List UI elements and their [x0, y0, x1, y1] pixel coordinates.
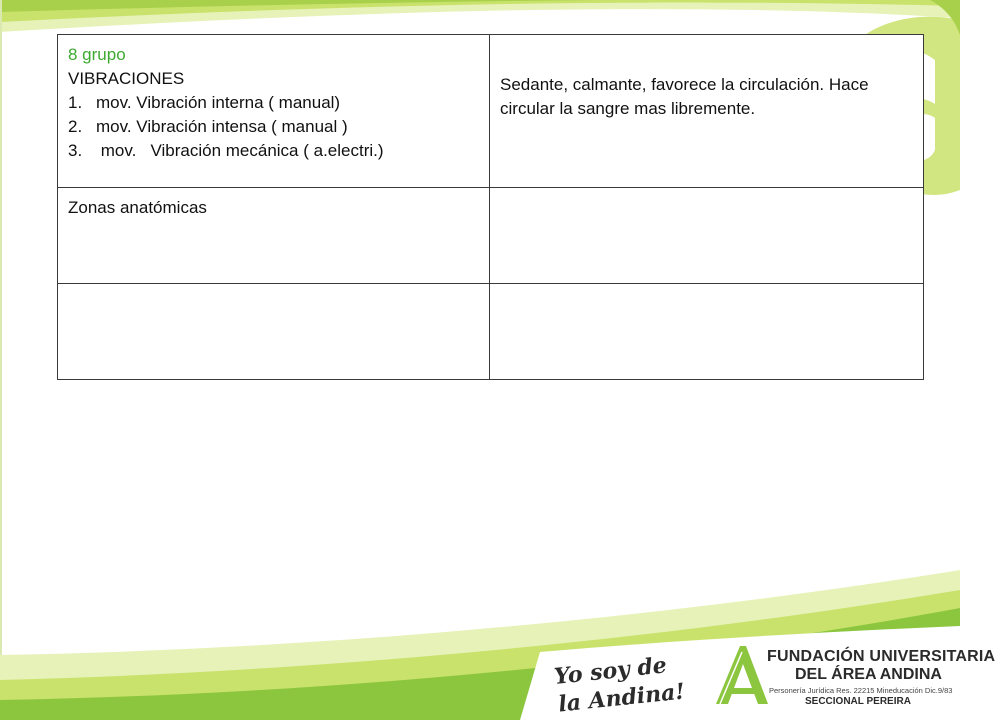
- table-cell-empty-left: [58, 284, 490, 380]
- list-number: 3.: [68, 141, 83, 160]
- motto-line1: Yo soy de: [552, 652, 668, 690]
- table-row: [58, 35, 924, 188]
- group-label: 8 grupo: [68, 45, 126, 64]
- andina-a-logo-icon: [712, 640, 770, 706]
- list-item: [68, 91, 479, 115]
- left-edge-line: [0, 0, 2, 720]
- list-text: mov. Vibración intensa ( manual ): [96, 117, 348, 136]
- list-item: [68, 115, 479, 139]
- section-title: VIBRACIONES: [68, 69, 185, 88]
- table-row: [58, 188, 924, 284]
- movement-list: [68, 91, 479, 163]
- logo-line3: Personería Jurídica Res. 22215 Mineducación Dic.9/83: [769, 686, 953, 695]
- motto-line2: la Andina!: [557, 678, 687, 718]
- list-number: 2.: [68, 117, 83, 136]
- motto-logo: [552, 652, 702, 718]
- list-number: 1.: [68, 93, 83, 112]
- content-table: [57, 34, 924, 380]
- table-cell-group: [58, 35, 490, 188]
- logo-line2: DEL ÁREA ANDINA: [795, 666, 942, 683]
- list-item: [68, 139, 479, 163]
- logo-line4: SECCIONAL PEREIRA: [805, 696, 911, 707]
- list-text: mov. Vibración interna ( manual): [96, 93, 341, 112]
- zones-label: Zonas anatómicas: [68, 198, 207, 217]
- institution-logo: [712, 640, 995, 710]
- list-text: mov. Vibración mecánica ( a.electri.): [96, 141, 384, 160]
- logo-line1: FUNDACIÓN UNIVERSITARIA: [767, 648, 995, 665]
- description-text: Sedante, calmante, favorece la circulación. Hace circular la sangre mas libremente.: [500, 75, 869, 118]
- table-cell-description: [490, 35, 924, 188]
- table-cell-empty-right: [490, 284, 924, 380]
- table-cell-label: [58, 188, 490, 284]
- table-row: [58, 284, 924, 380]
- table-cell-value: [490, 188, 924, 284]
